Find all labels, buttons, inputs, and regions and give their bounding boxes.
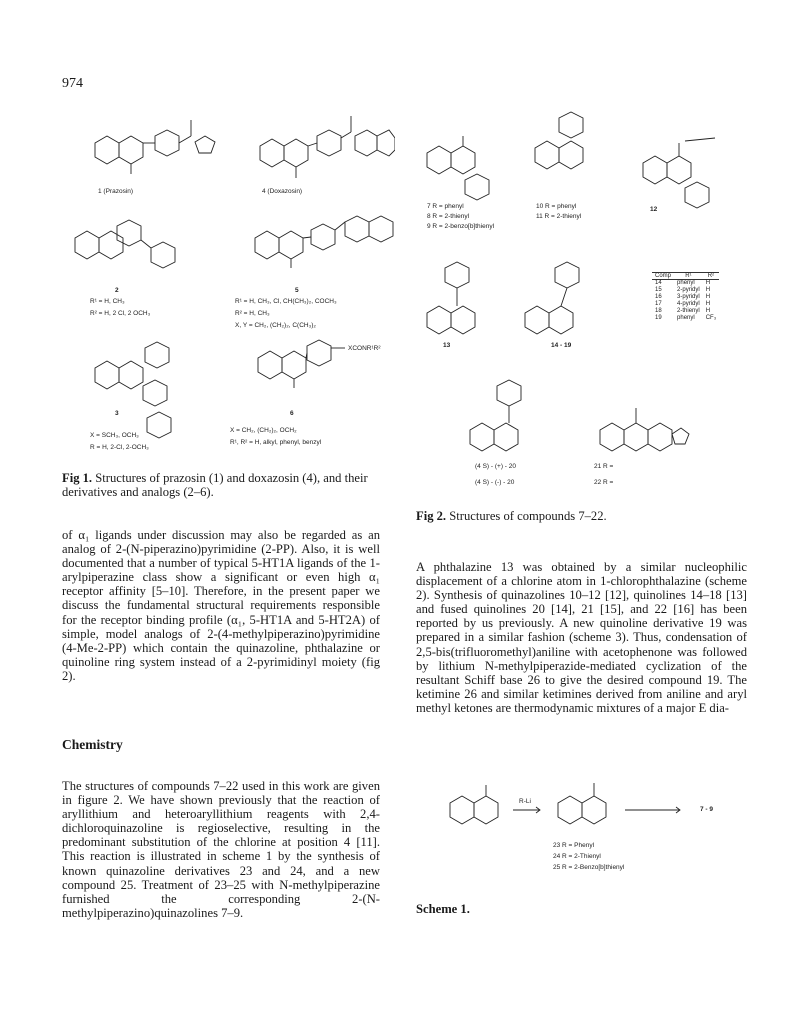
label-s7: 7 R = phenyl [427,203,464,210]
label-s24: 24 R = 2-Thienyl [553,853,601,860]
label-compound-6-r: R¹, R² = H, alkyl, phenyl, benzyl [230,439,322,446]
label-compound-5-r2: R² = H, CH₃ [235,310,270,317]
label-s25: 25 R = 2-Benzo[b]thienyl [553,864,625,871]
table-row [652,287,719,294]
label-s8: 8 R = 2-thienyl [427,213,470,220]
table-header-comp: Comp [652,273,674,280]
label-compound-14-19: 14 - 19 [551,342,572,349]
table-cell: 2-thienyl [677,308,700,314]
label-compound-22: 22 R = [594,479,614,486]
table-cell: H [705,301,711,307]
table-row [652,301,719,308]
right-paragraph-1: A phthalazine 13 was obtained by a similar nucleophilic displacement of a chlorine atom in 1-chlorophthalazine (scheme 2). Synthesis of quinazolines 10–12 [12], quinolines 14–18 [13] and fused quinolines 20 [14], 21 [15], and 22 [16] has been reported by us previously. A new quinoline derivative 19 was prepared in a similar fashion (scheme 3). Thus, condensation of 2,5-bis(trifluoromethyl)aniline with acetophenone was followed by lithium N-methylpiperazide-mediated cyclization of the resultant Schiff base 26 to give the desired compound 19. The ketimine 26 and similar ketimines derived from aniline and aryl methyl ketones are thermodynamic mixtures of a major E dia- [416,560,747,715]
table-row [652,294,719,301]
left-paragraph-1: of α₁ ligands under discussion may also be regarded as an analog of 2-(N-piperazino)pyrimidine (2-PP). Also, it is well documented that a number of typical 5-HT1A ligands of the 1-arylpiperazine class show a significant or even high α₁ receptor affinity [5–10]. Therefore, in the present paper we discuss the fundamental structural requirements responsible for the receptor binding profile (α₁, 5-HT1A and 5-HT2A) of simple, model analogs of 2-(4-methylpiperazino)pyrimidine (4-Me-2-PP) which contain the quinazoline, phthalazine or quinoline ring system instead of a 2-pyrimidinyl moiety (fig 2). [62,528,380,683]
table-cell: phenyl [677,315,695,321]
label-compound-3-r: R = H, 2-Cl, 2-OCH₃ [90,444,149,451]
label-compound-5-r1: R¹ = H, CH₃, Cl, CH(CH₃)₂, COCH₃ [235,298,337,305]
label-compound-12: 12 [650,206,658,213]
label-compound-5: 5 [295,287,299,294]
label-compound-21: 21 R = [594,463,614,470]
label-s9: 9 R = 2-benzo[b]thienyl [427,223,495,230]
fig2-caption [416,510,746,524]
table-cell: 19 [655,315,662,321]
label-compound-3: 3 [115,410,119,417]
fig2-caption-label: Fig 2. [416,509,447,523]
fig1-structures [55,98,395,468]
label-compound-6: 6 [290,410,294,417]
section-heading-chemistry: Chemistry [62,737,123,752]
table-cell: 14 [655,280,662,286]
table-header-r1: R¹ [674,273,703,280]
label-compound-2-r1: R¹ = H, CH₃ [90,298,125,305]
label-s23: 23 R = Phenyl [553,842,595,849]
table-row [652,280,719,288]
scheme1-caption: Scheme 1. [416,902,470,916]
table-header-r2: R² [703,273,719,280]
fig1-caption [62,472,380,499]
label-compound-3-x: X = SCH₃, OCH₃ [90,432,139,439]
table-cell: 16 [655,294,662,300]
label-compound-5-xy: X, Y = CH₂, (CH₂)₂, C(CH₃)₂ [235,322,316,329]
table-cell: 15 [655,287,662,293]
label-s10: 10 R = phenyl [536,203,577,210]
substituent-table [652,272,719,322]
label-doxazosin: 4 (Doxazosin) [262,188,303,195]
table-cell: 18 [655,308,662,314]
label-s11: 11 R = 2-thienyl [536,213,582,220]
label-compound-20b: (4 S) - (-) - 20 [475,479,515,486]
label-compound-20a: (4 S) - (+) - 20 [475,463,516,470]
table-cell: phenyl [677,280,695,286]
fig1-caption-label: Fig 1. [62,471,93,485]
fig1-caption-text: Structures of prazosin (1) and doxazosin (4), and their derivatives and analogs (2–6). [62,471,368,499]
label-compound-2-r2: R² = H, 2 Cl, 2 OCH₃ [90,310,151,317]
table-row [652,308,719,315]
label-compound-13: 13 [443,342,451,349]
table-cell: 4-pyridyl [677,301,700,307]
left-paragraph-2: The structures of compounds 7–22 used in this work are given in figure 2. We have shown previously that the reaction of aryllithium and heteroaryllithium reagents with 2,4-dichloroquinazoline is regioselective, resulting in the predominant substitution of the chlorine at position 4 [11]. This reaction is illustrated in scheme 1 by the synthesis of known quinazoline derivatives 23 and 24, and a new compound 25. Treatment of 23–25 with N-methylpiperazine furnished the corresponding 2-(N-methylpiperazino)quinazolines 7–9. [62,779,380,920]
page-number: 974 [62,76,83,91]
table-cell: 17 [655,301,662,307]
label-compound-2: 2 [115,287,119,294]
label-reagent: R-Li [519,798,531,805]
table-cell: 2-pyridyl [677,287,700,293]
label-prazosin: 1 (Prazosin) [98,188,134,195]
table-cell: H [705,294,711,300]
table-cell: CF₃ [705,315,717,321]
label-xconr: XCONR¹R² [348,345,381,352]
table-cell: H [705,287,711,293]
table-row [652,315,719,322]
table-header-row [652,273,719,280]
fig2-caption-text: Structures of compounds 7–22. [449,509,607,523]
label-product: 7 - 9 [700,806,714,813]
table-cell: H [705,308,711,314]
label-compound-6-x: X = CH₂, (CH₂)₂, OCH₂ [230,427,297,434]
table-cell: 3-pyridyl [677,294,700,300]
table-cell: H [705,280,711,286]
scheme1-structures [440,775,740,835]
